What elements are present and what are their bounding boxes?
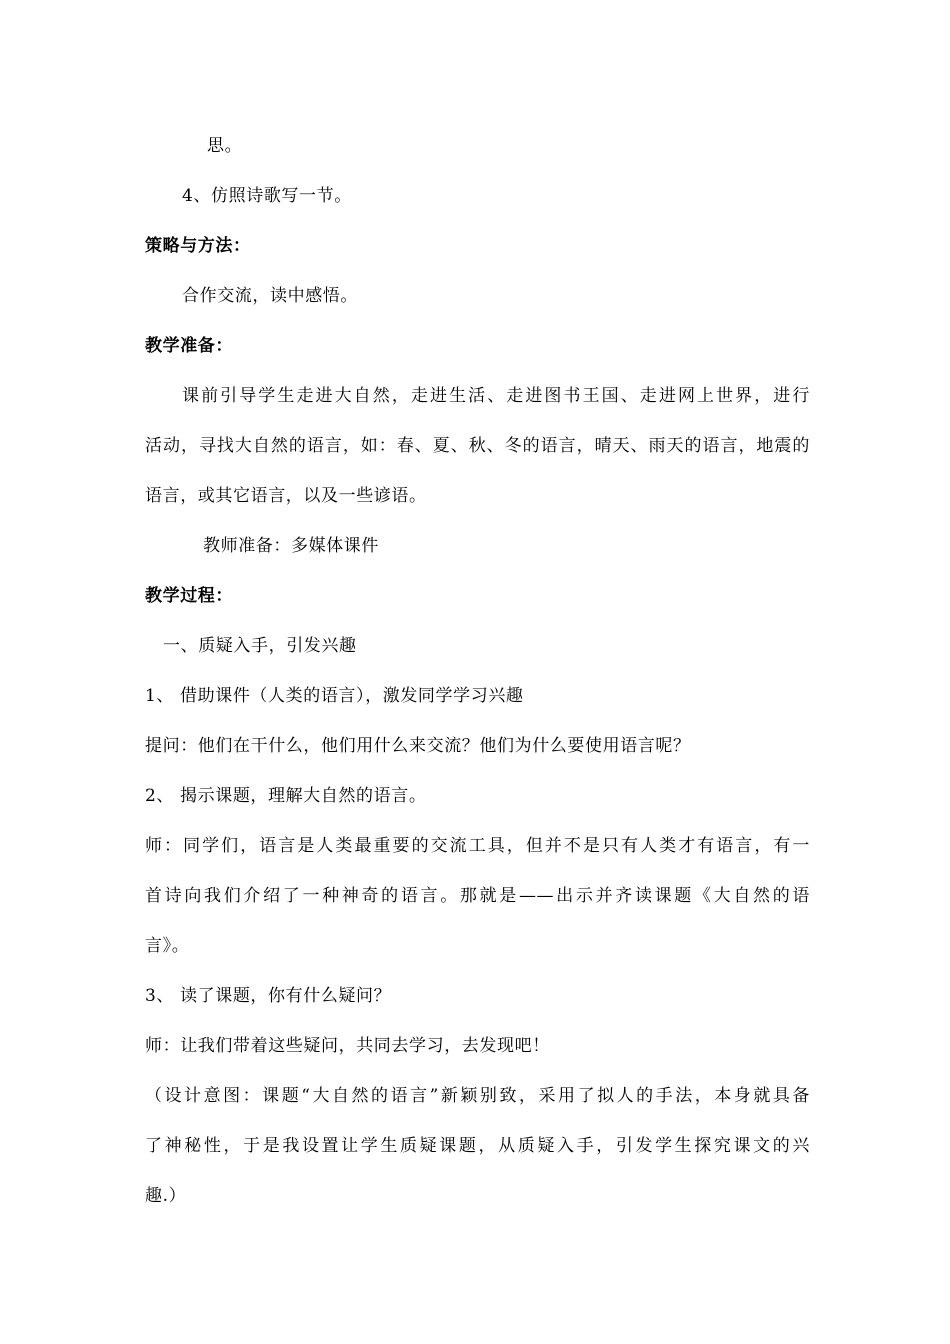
text-line: 提问：他们在干什么，他们用什么来交流？他们为什么要使用语言呢？ (145, 736, 691, 756)
list-item: 1、 借助课件（人类的语言），激发同学学习兴趣 (145, 686, 524, 706)
paragraph-line: 了神秘性，于是我设置让学生质疑课题，从质疑入手，引发学生探究课文的兴 (145, 1136, 810, 1156)
text-line: 合作交流，读中感悟。 (182, 286, 358, 306)
paragraph-line: 言》。 (145, 936, 190, 956)
text-line: 师：让我们带着这些疑问，共同去学习，去发现吧！ (145, 1036, 550, 1056)
list-item: 2、 揭示课题，理解大自然的语言。 (145, 786, 427, 806)
section-heading-preparation: 教学准备： (145, 336, 233, 356)
paragraph-line: （设计意图：课题“大自然的语言”新颖别致，采用了拟人的手法，本身就具备 (145, 1086, 810, 1106)
paragraph-line: 趣.） (145, 1186, 187, 1206)
paragraph-line: 语言，或其它语言，以及一些谚语。 (145, 486, 427, 506)
text-line: 思。 (207, 136, 243, 156)
list-item: 3、 读了课题，你有什么疑问？ (145, 986, 392, 1006)
paragraph-line: 首诗向我们介绍了一种神奇的语言。那就是——出示并齐读课题《大自然的语 (145, 886, 810, 906)
section-heading-strategy: 策略与方法： (145, 236, 251, 256)
text-line: 教师准备：多媒体课件 (203, 536, 379, 556)
subsection-heading: 一、质疑入手，引发兴趣 (163, 636, 357, 656)
list-item: 4、仿照诗歌写一节。 (182, 186, 352, 206)
paragraph-line: 活动，寻找大自然的语言，如：春、夏、秋、冬的语言，晴天、雨天的语言，地震的 (145, 436, 810, 456)
section-heading-process: 教学过程： (145, 586, 233, 606)
paragraph-line: 师：同学们，语言是人类最重要的交流工具，但并不是只有人类才有语言，有一 (145, 836, 810, 856)
paragraph-line: 课前引导学生走进大自然，走进生活、走进图书王国、走进网上世界，进行 (182, 386, 810, 406)
